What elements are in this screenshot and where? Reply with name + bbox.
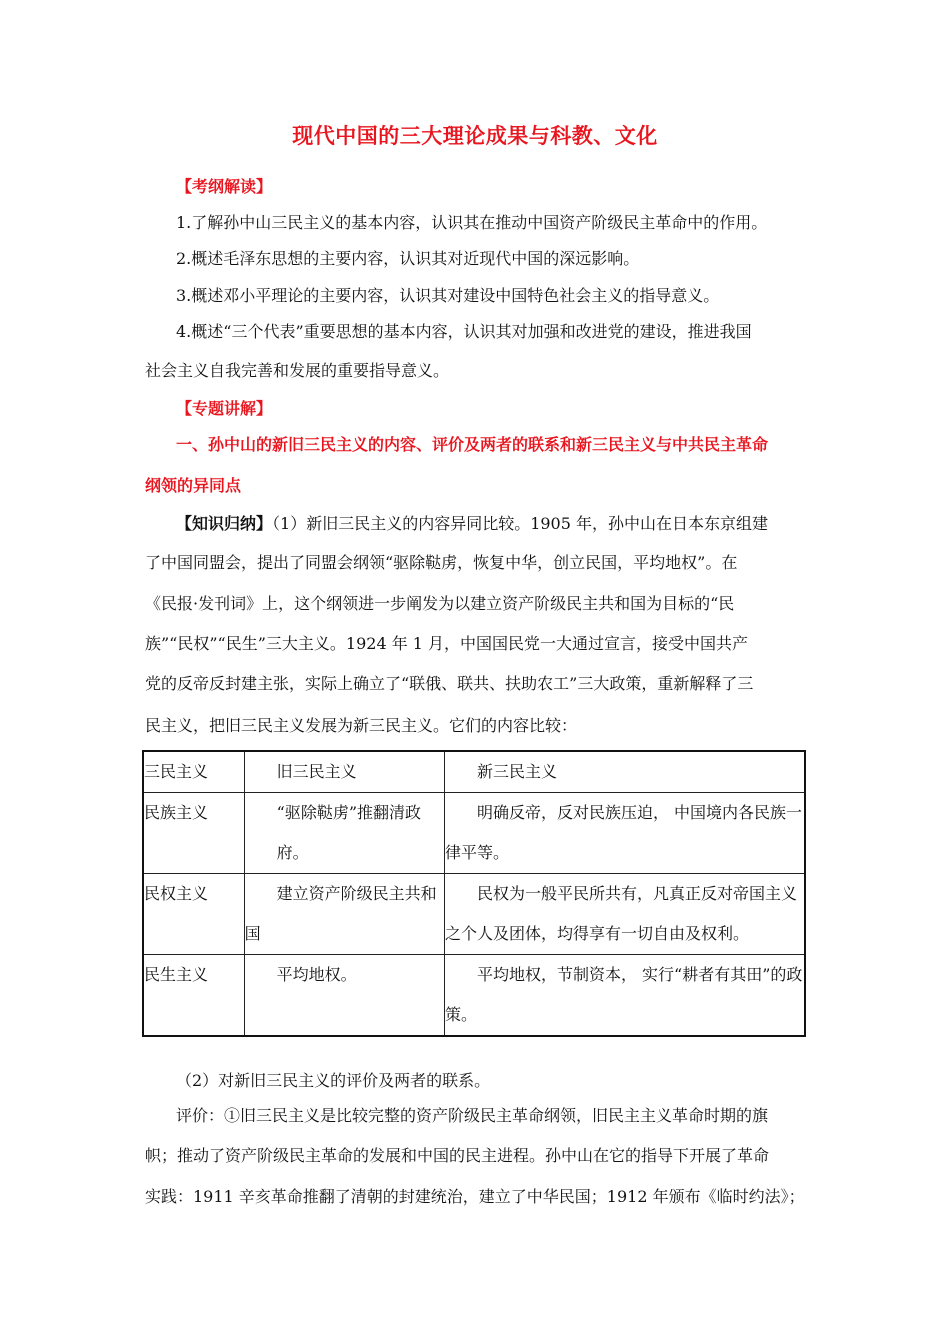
table-cell: 建立资产阶级民主共和国 — [244, 874, 444, 955]
table-cell: 平均地权。 — [244, 955, 444, 1037]
topic-heading-line1: 一、孙中山的新旧三民主义的内容、评价及两者的联系和新三民主义与中共民主革命 — [176, 435, 769, 454]
table-header-cell: 旧三民主义 — [244, 751, 444, 793]
table-cell: 明确反帝，反对民族压迫， 中国境内各民族一律平等。 — [444, 793, 805, 874]
knowledge-para-line4: 族”“民权”“民生”三大主义。1924 年 1 月，中国国民党一大通过宣言，接受中国共产 — [145, 634, 749, 653]
evaluation-line2: 帜；推动了资产阶级民主革命的发展和中国的民主进程。孙中山在它的指导下开展了革命 — [145, 1146, 770, 1165]
syllabus-item-2: 2.概述毛泽东思想的主要内容，认识其对近现代中国的深远影响。 — [176, 249, 640, 268]
knowledge-label: 【知识归纳】 — [176, 514, 273, 533]
syllabus-item-1: 1.了解孙中山三民主义的基本内容，认识其在推动中国资产阶级民主革命中的作用。 — [176, 213, 768, 232]
comparison-table — [142, 750, 806, 1037]
table-cell: 民权为一般平民所共有，凡真正反对帝国主义之个人及团体，均得享有一切自由及权利。 — [444, 874, 805, 955]
topic-heading-line2: 纲领的异同点 — [145, 476, 242, 495]
knowledge-text-1: （1）新旧三民主义的内容异同比较。1905 年，孙中山在日本东京组建 — [272, 514, 769, 533]
table-cell: “驱除鞑虏”推翻清政府。 — [244, 793, 444, 874]
knowledge-para-line5: 党的反帝反封建主张，实际上确立了“联俄、联共、扶助农工”三大政策，重新解释了三 — [145, 674, 754, 693]
evaluation-line1: 评价：①旧三民主义是比较完整的资产阶级民主革命纲领，旧民主主义革命时期的旗 — [176, 1106, 769, 1125]
table-cell: 民生主义 — [143, 955, 244, 1037]
table-header-row — [143, 751, 805, 793]
page-title: 现代中国的三大理论成果与科教、文化 — [292, 124, 658, 148]
knowledge-para-line3: 《民报·发刊词》上，这个纲领进一步阐发为以建立资产阶级民主共和国为目标的“民 — [145, 594, 735, 613]
knowledge-para-line2: 了中国同盟会，提出了同盟会纲领“驱除鞑虏，恢复中华，创立民国，平均地权”。在 — [145, 553, 738, 572]
table-header-cell: 新三民主义 — [444, 751, 805, 793]
syllabus-item-4: 4.概述“三个代表”重要思想的基本内容，认识其对加强和改进党的建设，推进我国 — [176, 322, 752, 341]
table-row — [143, 955, 805, 1037]
syllabus-item-3: 3.概述邓小平理论的主要内容，认识其对建设中国特色社会主义的指导意义。 — [176, 286, 720, 305]
table-cell: 民权主义 — [143, 874, 244, 955]
section-heading-lecture: 【专题讲解】 — [176, 399, 273, 418]
table-cell: 民族主义 — [143, 793, 244, 874]
knowledge-para-line6: 民主义，把旧三民主义发展为新三民主义。它们的内容比较： — [145, 716, 578, 735]
table-row — [143, 874, 805, 955]
section-heading-syllabus: 【考纲解读】 — [176, 177, 273, 196]
evaluation-heading: （2）对新旧三民主义的评价及两者的联系。 — [176, 1071, 491, 1090]
syllabus-item-4-cont: 社会主义自我完善和发展的重要指导意义。 — [145, 361, 450, 380]
table-row — [143, 793, 805, 874]
table-header-cell: 三民主义 — [143, 751, 244, 793]
evaluation-line3: 实践：1911 辛亥革命推翻了清朝的封建统治，建立了中华民国；1912 年颁布《临时约法》； — [145, 1187, 805, 1206]
table-cell: 平均地权，节制资本， 实行“耕者有其田”的政策。 — [444, 955, 805, 1037]
knowledge-para-line1 — [176, 513, 841, 535]
